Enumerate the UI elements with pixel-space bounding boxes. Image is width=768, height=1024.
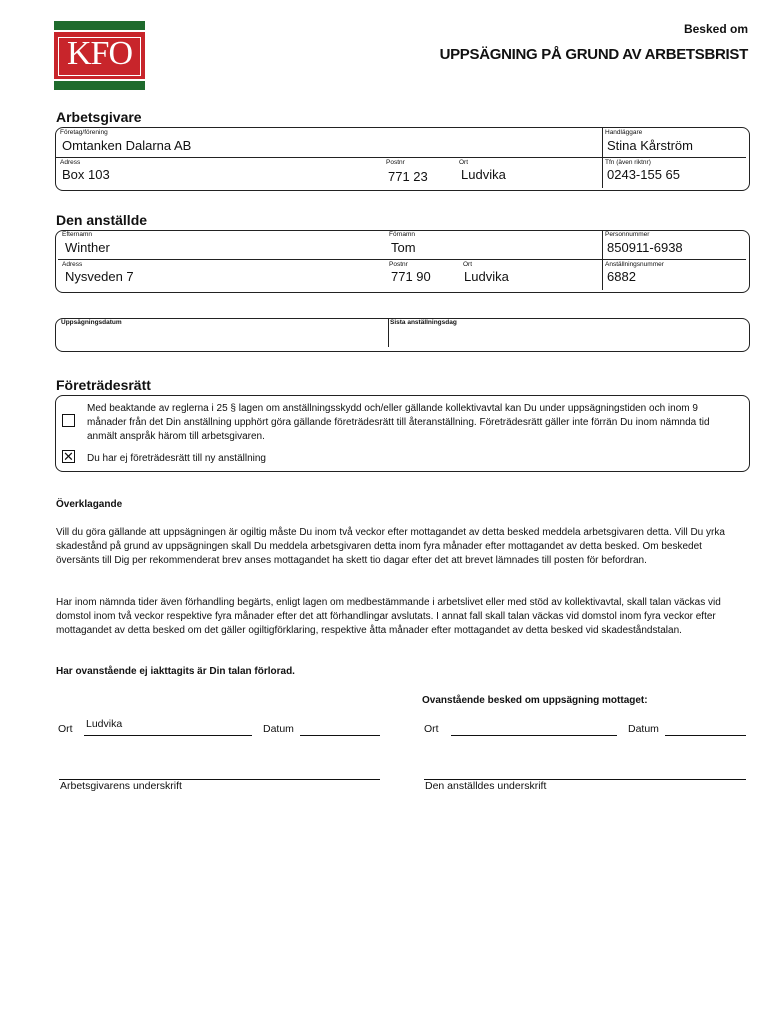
- lastname-field[interactable]: Winther: [65, 240, 110, 255]
- appeal-paragraph-1: Vill du göra gällande att uppsägningen är ogiltig måste Du inom två veckor efter mottagandet av detta besked meddela arbetsgivaren detta. Vill Du yrka skadestånd på grund av uppsägningen skall Du meddela arbetsgivaren detta inom fyra månader efter mottagandet av detta besked. Om beskedet översänts till Dig per rekommenderat brev anses mottagandet ha skett tio dagar efter det att brevet lämnades till posten för befordran.: [56, 527, 725, 566]
- received-label: Ovanstående besked om uppsägning mottaget:: [422, 695, 648, 706]
- employee-place-label: Ort: [424, 723, 439, 735]
- handler-label: Handläggare: [605, 129, 643, 136]
- employee-address-field[interactable]: Nysveden 7: [65, 269, 134, 284]
- employee-address-label: Adress: [62, 261, 83, 268]
- employer-signature-label: Arbetsgivarens underskrift: [60, 780, 182, 792]
- notice-date-label: Uppsägningsdatum: [61, 319, 122, 326]
- employer-postnr-field[interactable]: 771 23: [388, 169, 428, 184]
- firstname-field[interactable]: Tom: [391, 240, 416, 255]
- ssn-label: Personnummer: [605, 231, 650, 238]
- empno-label: Anställningsnummer: [605, 261, 664, 268]
- handler-field[interactable]: Stina Kårström: [607, 138, 693, 153]
- priority-heading: Företrädesrätt: [56, 377, 151, 393]
- phone-label: Tfn (även riktnr): [605, 159, 651, 166]
- employer-city-label: Ort: [459, 159, 469, 166]
- priority-option2-text: Du har ej företrädesrätt till ny anställning: [87, 453, 266, 464]
- employer-heading: Arbetsgivare: [56, 109, 142, 125]
- employee-city-label: Ort: [463, 261, 473, 268]
- employer-address-label: Adress: [60, 159, 81, 166]
- priority-option1-checkbox[interactable]: [62, 414, 75, 427]
- employee-postnr-field[interactable]: 771 90: [391, 269, 431, 284]
- phone-field[interactable]: 0243-155 65: [607, 167, 681, 182]
- priority-option2-checkbox[interactable]: [62, 450, 75, 463]
- employee-heading: Den anställde: [56, 212, 148, 228]
- company-field[interactable]: Omtanken Dalarna AB: [62, 138, 192, 153]
- firstname-label: Förnamn: [389, 231, 416, 238]
- employee-date-label: Datum: [628, 723, 659, 735]
- employer-place-label: Ort: [58, 723, 73, 735]
- document-title: UPPSÄGNING PÅ GRUND AV ARBETSBRIST: [439, 46, 748, 63]
- employer-city-field[interactable]: Ludvika: [461, 167, 506, 182]
- empno-field[interactable]: 6882: [607, 269, 636, 284]
- appeal-heading: Överklagande: [56, 499, 123, 510]
- document-pretitle: Besked om: [683, 22, 748, 36]
- logo-text: KFO: [66, 35, 133, 72]
- employee-signature-label: Den anställdes underskrift: [425, 780, 547, 792]
- kfo-logo: [54, 21, 145, 90]
- priority-option1-text: Med beaktande av reglerna i 25 § lagen om anställningsskydd och/eller gällande kollektivavtal kan Du under uppsägningstiden och inom 9 månader från det Din anställning upphört göra gällande företrädesrätt till återanställning. Företrädesrätt gäller inte förrän Du inom nämnda tid anmält anspråk härom till arbetsgivaren.: [87, 403, 710, 442]
- appeal-warning: Har ovanstående ej iakttagits är Din talan förlorad.: [56, 666, 295, 677]
- ssn-field[interactable]: 850911-6938: [607, 240, 683, 255]
- employer-date-label: Datum: [263, 723, 294, 735]
- employee-city-field[interactable]: Ludvika: [464, 269, 509, 284]
- employee-postnr-label: Postnr: [389, 261, 408, 268]
- employer-postnr-label: Postnr: [386, 159, 405, 166]
- checked-x-icon: ✕: [63, 449, 74, 464]
- last-day-label: Sista anställningsdag: [390, 319, 457, 326]
- appeal-paragraph-2: Har inom nämnda tider även förhandling begärts, enligt lagen om medbestämmande i arbetslivet eller med stöd av kollektivavtal, skall talan väckas vid domstol inom två veckor respektive fyra månader efter det att förhandlingar avslutats. I annat fall skall talan väckas vid domstol inom fyra veckor efter mottagandet av detta besked om det gäller ogiltigförklaring, respektive åtta månader efter mottagandet av detta besked vid skadeståndstalan.: [56, 597, 721, 636]
- company-label: Företag/förening: [60, 129, 108, 136]
- employer-place-field[interactable]: Ludvika: [86, 718, 123, 730]
- lastname-label: Efternamn: [62, 231, 92, 238]
- employer-address-field[interactable]: Box 103: [62, 167, 110, 182]
